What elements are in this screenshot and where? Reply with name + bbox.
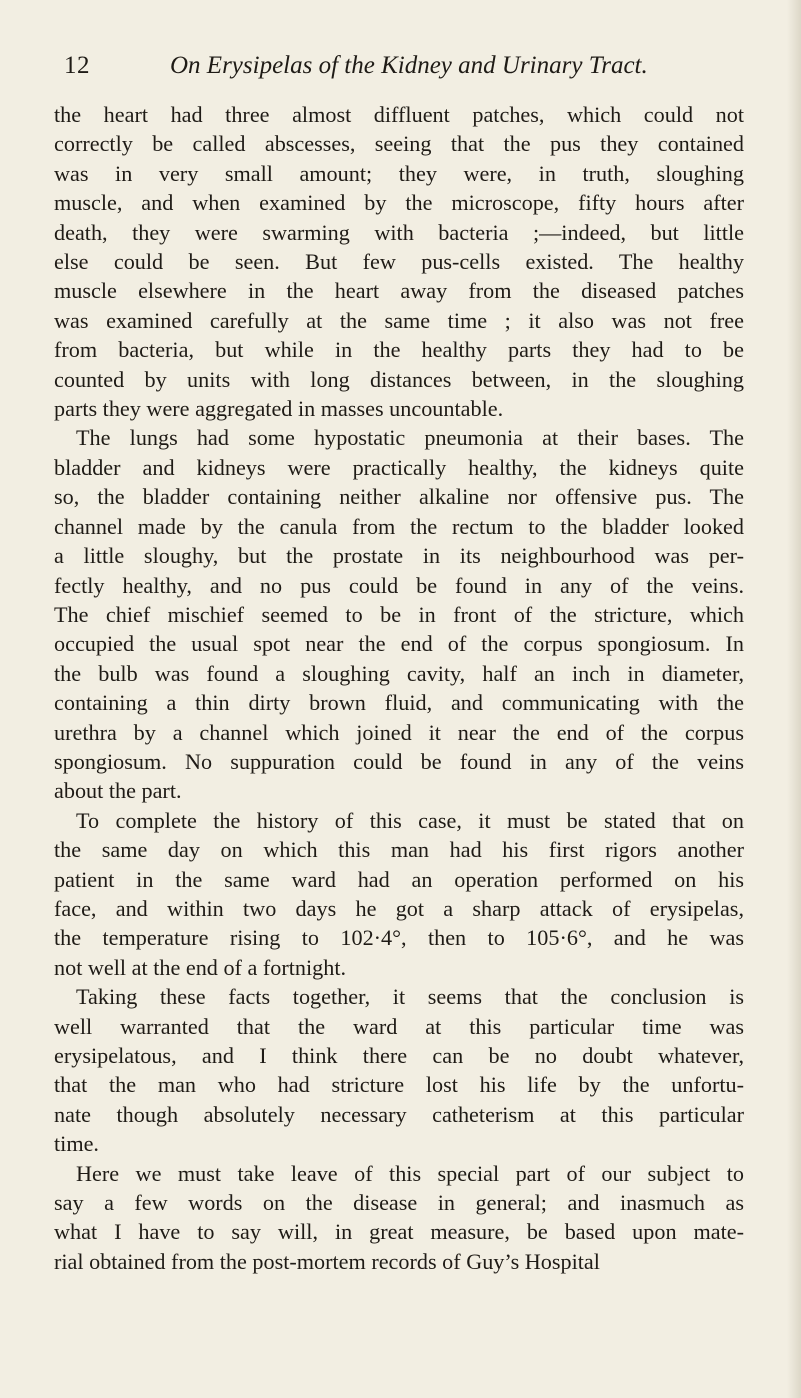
text-line: what I have to say will, in great measure, be based upon mate- <box>54 1219 744 1245</box>
paragraph <box>54 423 744 805</box>
text-line: To complete the history of this case, it must be stated that on <box>76 807 744 833</box>
running-head <box>64 52 704 88</box>
page-edge-shadow <box>787 0 801 1398</box>
text-line: urethra by a channel which joined it near the end of the corpus <box>54 719 744 745</box>
text-line: death, they were swarming with bacteria ;—indeed, but little <box>54 219 744 245</box>
text-line: muscle, and when examined by the microscope, fifty hours after <box>54 190 744 216</box>
text-line: erysipelatous, and I think there can be no doubt whatever, <box>54 1043 744 1068</box>
text-line: about the part. <box>54 778 182 804</box>
text-line: fectly healthy, and no pus could be found in any of the veins. <box>54 572 744 598</box>
text-line: The chief mischief seemed to be in front of the stricture, which <box>54 601 744 627</box>
text-line: Here we must take leave of this special part of our subject to <box>76 1160 744 1186</box>
text-line: bladder and kidneys were practically healthy, the kidneys quite <box>54 454 744 480</box>
text-line: not well at the end of a fortnight. <box>54 954 347 980</box>
text-line: parts they were aggregated in masses uncountable. <box>54 396 504 422</box>
text-line: else could be seen. But few pus-cells existed. The healthy <box>54 249 744 275</box>
text-line: the heart had three almost diffluent patches, which could not <box>54 102 744 127</box>
text-line: correctly be called abscesses, seeing that the pus they contained <box>54 131 744 157</box>
text-line: the temperature rising to 102·4°, then to 105·6°, and he was <box>54 925 744 951</box>
body-text <box>54 100 744 1276</box>
text-line: the bulb was found a sloughing cavity, half an inch in diameter, <box>54 660 744 686</box>
text-line: counted by units with long distances between, in the sloughing <box>54 366 744 392</box>
text-line: was in very small amount; they were, in truth, sloughing <box>54 160 744 186</box>
text-line: occupied the usual spot near the end of the corpus spongiosum. In <box>54 631 744 657</box>
text-line: nate though absolutely necessary catheterism at this particular <box>54 1101 744 1127</box>
page-number: 12 <box>64 52 90 79</box>
text-line: patient in the same ward had an operation performed on his <box>54 866 744 892</box>
text-line: The lungs had some hypostatic pneumonia at their bases. The <box>76 425 744 451</box>
paragraph <box>54 1159 744 1277</box>
text-line: a little sloughy, but the prostate in its neighbourhood was per- <box>54 543 744 569</box>
text-line: say a few words on the disease in general; and inasmuch as <box>54 1190 744 1216</box>
text-line: muscle elsewhere in the heart away from the diseased patches <box>54 278 744 304</box>
paragraph <box>54 100 744 423</box>
text-line: was examined carefully at the same time ; it also was not free <box>54 307 744 333</box>
text-line: from bacteria, but while in the healthy parts they had to be <box>54 337 744 363</box>
text-line: the same day on which this man had his first rigors another <box>54 837 744 863</box>
text-line: so, the bladder containing neither alkaline nor offensive pus. The <box>54 484 744 510</box>
text-line: well warranted that the ward at this particular time was <box>54 1013 744 1039</box>
running-title: On Erysipelas of the Kidney and Urinary Tract. <box>170 52 648 79</box>
text-line: channel made by the canula from the rectum to the bladder looked <box>54 513 744 539</box>
paragraph <box>54 982 744 1158</box>
text-line: rial obtained from the post-mortem records of Guy’s Hospital <box>54 1248 600 1274</box>
text-line: spongiosum. No suppuration could be found in any of the veins <box>54 748 744 774</box>
text-line: that the man who had stricture lost his life by the unfortu- <box>54 1072 744 1098</box>
text-line: containing a thin dirty brown fluid, and communicating with the <box>54 690 744 716</box>
paragraph <box>54 806 744 982</box>
text-line: face, and within two days he got a sharp attack of erysipelas, <box>54 895 744 921</box>
text-line: Taking these facts together, it seems that the conclusion is <box>76 984 744 1010</box>
text-line: time. <box>54 1131 99 1157</box>
